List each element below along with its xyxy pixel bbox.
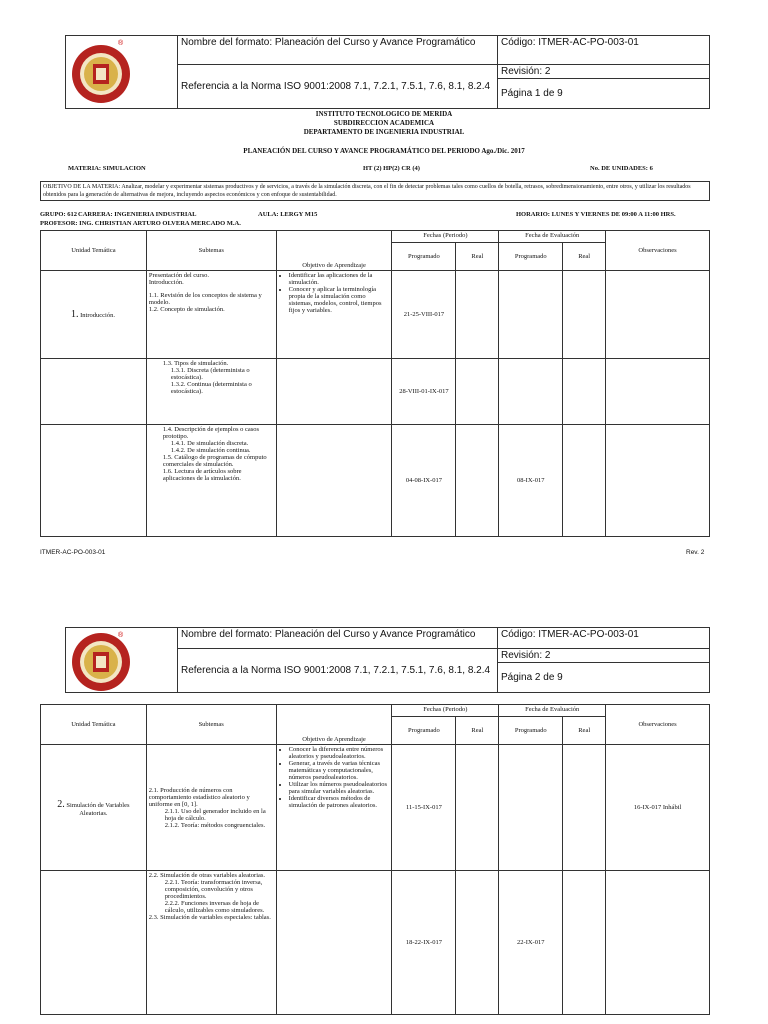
list-item: 1.4.1. De simulación discreta.: [170, 440, 249, 447]
course-objective: OBJETIVO DE LA MATERIA: Analizar, modelar y experimentar sistemas productivos y de servicios, a través de la simulación discreta, con el fin de detectar problemas tales como cuellos de botella, retrasos, sobredimensionamiento, entre otros, y utilizar los resultados obtenidos para la generación de alternativas de mejora, incluyendo aspectos económicos y con enfoque de sustentabilidad.: [40, 181, 710, 201]
real-cell: [456, 359, 499, 425]
institute-seal-icon: [71, 44, 131, 104]
unit-cell: [41, 271, 147, 359]
unit-cell: [41, 745, 147, 871]
col-eval-real: Real: [563, 243, 606, 271]
list-item: 1.3.2. Continua (determinista o estocástica).: [170, 381, 252, 395]
eval-real-cell: [563, 359, 606, 425]
subtopics-cell: [146, 871, 276, 1015]
table-row: [41, 745, 710, 871]
programado-cell: 04-08-IX-017: [392, 425, 456, 537]
list-item: 1.2. Concepto de simulación.: [148, 306, 225, 313]
list-item: • Conocer la diferencia entre números aleatorios y pseudoaleatorios.: [289, 746, 390, 760]
col-observaciones: Observaciones: [606, 231, 710, 271]
plan-title: PLANEACIÓN DEL CURSO Y AVANCE PROGRAMÁTICO DEL PERIODO Ago./Dic. 2017: [243, 147, 525, 155]
unit-number: 1.: [71, 309, 79, 320]
col-fecha-eval: Fecha de Evaluación: [499, 705, 606, 717]
eval-cell: [499, 271, 563, 359]
obs-cell: 16-IX-017 Inhábil: [606, 745, 710, 871]
list-item: 2.2.2. Funciones inversas de hoja de cálculo, utilizables como simuladores.: [164, 900, 265, 914]
unit-name: Introducción.: [80, 312, 115, 319]
aula: AULA: LERGY M15: [258, 211, 318, 218]
col-fechas-periodo: Fechas (Periodo): [392, 231, 499, 243]
col-objetivo: Objetivo de Aprendizaje: [276, 231, 392, 271]
list-item: 1.1. Revisión de los conceptos de sistema y modelo.: [148, 292, 262, 306]
norm-reference: Referencia a la Norma ISO 9001:2008 7.1, 7.2.1, 7.5.1, 7.6, 8.1, 8.2.4: [178, 649, 498, 693]
subdireccion: SUBDIRECCION ACADEMICA: [333, 119, 435, 127]
registered-mark: ®: [118, 632, 124, 639]
num-units: No. DE UNIDADES: 6: [590, 165, 653, 172]
col-subtemas: Subtemas: [146, 231, 276, 271]
subtopics-cell: [146, 359, 276, 425]
real-cell: [456, 871, 499, 1015]
list-item: Presentación del curso.: [148, 272, 209, 279]
eval-cell: 22-IX-017: [499, 871, 563, 1015]
materia: MATERIA: SIMULACION: [68, 165, 146, 172]
list-item: 2.1.2. Teoría: métodos congruenciales.: [164, 821, 266, 829]
carrera: CARRERA: INGENIERIA INDUSTRIAL: [78, 211, 197, 218]
objectives-cell: [276, 871, 392, 1015]
subtopics-cell: [146, 745, 276, 871]
revision: Revisión: 2: [498, 65, 710, 79]
eval-cell: [499, 359, 563, 425]
objectives-cell: [276, 359, 392, 425]
col-eval-programado: Programado: [499, 243, 563, 271]
obs-cell: [606, 871, 710, 1015]
list-item: 2.1.1. Uso del generador incluido en la hoja de cálculo.: [164, 807, 266, 822]
list-item: • Identificar diversos métodos de simulación de patrones aleatorios.: [289, 795, 390, 809]
col-programado: Programado: [392, 243, 456, 271]
real-cell: [456, 425, 499, 537]
eval-cell: [499, 745, 563, 871]
institution-block: [0, 110, 768, 137]
programado-cell: 21-25-VIII-017: [392, 271, 456, 359]
obs-cell: [606, 425, 710, 537]
table-row: [41, 871, 710, 1015]
department: DEPARTAMENTO DE INGENIERIA INDUSTRIAL: [303, 128, 465, 136]
institute-seal-icon: [71, 632, 131, 692]
col-eval-programado: Programado: [499, 717, 563, 745]
footer-code: ITMER-AC-PO-003-01: [40, 549, 106, 556]
list-item: 2.3. Simulación de variables especiales: tablas.: [148, 914, 271, 921]
plan-table-page1: [40, 230, 710, 537]
subtopics-cell: [146, 271, 276, 359]
eval-real-cell: [563, 745, 606, 871]
real-cell: [456, 745, 499, 871]
objectives-cell: [276, 745, 392, 871]
table-row: [41, 271, 710, 359]
list-item: 1.6. Lectura de artículos sobre aplicaciones de la simulación.: [162, 468, 242, 482]
list-item: • Generar, a través de varias técnicas matemáticas y computacionales, números pseudoaleatorios.: [289, 760, 390, 781]
format-header-page1: [65, 35, 710, 109]
format-name: Nombre del formato: Planeación del Curso y Avance Programático: [178, 628, 498, 649]
programado-cell: 18-22-IX-017: [392, 871, 456, 1015]
unit-name: Simulación de Variables Aleatorias.: [66, 801, 130, 817]
eval-cell: 08-IX-017: [499, 425, 563, 537]
list-item: 2.1. Producción de números con comportamiento estadístico aleatorio y uniforme en [0, 1].: [148, 786, 250, 808]
format-header-page2: [65, 627, 710, 693]
programado-cell: 11-15-IX-017: [392, 745, 456, 871]
plan-table-page2: [40, 704, 710, 1015]
eval-real-cell: [563, 871, 606, 1015]
table-row: [41, 359, 710, 425]
grupo: GRUPO: 612: [40, 211, 78, 218]
col-unidad: Unidad Temática: [41, 231, 147, 271]
objectives-cell: [276, 425, 392, 537]
page-number: Página 1 de 9: [498, 79, 710, 109]
list-item: 1.3.1. Discreta (determinista o estocástica).: [170, 367, 250, 381]
footer-revision: Rev. 2: [686, 549, 705, 556]
real-cell: [456, 271, 499, 359]
list-item: 2.2. Simulación de otras variables aleatorias.: [148, 872, 266, 879]
programado-cell: 28-VIII-01-IX-017: [392, 359, 456, 425]
list-item: 1.3. Tipos de simulación.: [162, 360, 229, 367]
profesor: PROFESOR: ING. CHRISTIAN ARTURO OLVERA MERCADO M.A.: [40, 220, 241, 227]
list-item: • Conocer y aplicar la terminología propia de la simulación como sistemas, modelos, control, tiempos fijos y variables.: [289, 286, 390, 314]
format-code: Código: ITMER-AC-PO-003-01: [498, 628, 710, 649]
col-fechas-periodo: Fechas (Periodo): [392, 705, 499, 717]
col-fecha-eval: Fecha de Evaluación: [499, 231, 606, 243]
col-programado: Programado: [392, 717, 456, 745]
col-real: Real: [456, 717, 499, 745]
list-item: • Identificar las aplicaciones de la simulación.: [289, 272, 390, 286]
list-item: 1.4.2. De simulación continua.: [170, 447, 251, 454]
institution-name: INSTITUTO TECNOLOGICO DE MERIDA: [315, 110, 453, 118]
obs-cell: [606, 271, 710, 359]
col-real: Real: [456, 243, 499, 271]
logo-cell: [66, 36, 178, 109]
list-item: 2.2.1. Teoría: transformación inversa, composición, convolución y otros procedimientos.: [164, 879, 263, 900]
col-eval-real: Real: [563, 717, 606, 745]
eval-real-cell: [563, 271, 606, 359]
col-subtemas: Subtemas: [146, 705, 276, 745]
list-item: Introducción.: [148, 279, 184, 286]
logo-cell: [66, 628, 178, 693]
col-unidad: Unidad Temática: [41, 705, 147, 745]
horario: HORARIO: LUNES Y VIERNES DE 09:00 A 11:00 HRS.: [516, 211, 676, 218]
col-observaciones: Observaciones: [606, 705, 710, 745]
list-item: 1.5. Catálogo de programas de cómputo comerciales de simulación.: [162, 454, 267, 468]
norm-reference: Referencia a la Norma ISO 9001:2008 7.1, 7.2.1, 7.5.1, 7.6, 8.1, 8.2.4: [178, 65, 498, 109]
page-number: Página 2 de 9: [498, 663, 710, 693]
revision: Revisión: 2: [498, 649, 710, 663]
unit-number: 2.: [57, 798, 65, 810]
registered-mark: ®: [118, 40, 124, 47]
eval-real-cell: [563, 425, 606, 537]
format-name: Nombre del formato: Planeación del Curso y Avance Programático: [178, 36, 498, 65]
unit-cell: [41, 359, 147, 425]
hours: HT (2) HP(2) CR (4): [363, 165, 420, 172]
unit-cell: [41, 871, 147, 1015]
list-item: 1.4. Descripción de ejemplos o casos prototipo.: [162, 426, 260, 440]
table-row: [41, 425, 710, 537]
subtopics-cell: [146, 425, 276, 537]
list-item: • Utilizar los números pseudoaleatorios para simular variables aleatorias.: [289, 781, 390, 795]
obs-cell: [606, 359, 710, 425]
unit-cell: [41, 425, 147, 537]
format-code: Código: ITMER-AC-PO-003-01: [498, 36, 710, 65]
col-objetivo: Objetivo de Aprendizaje: [276, 705, 392, 745]
objectives-cell: [276, 271, 392, 359]
